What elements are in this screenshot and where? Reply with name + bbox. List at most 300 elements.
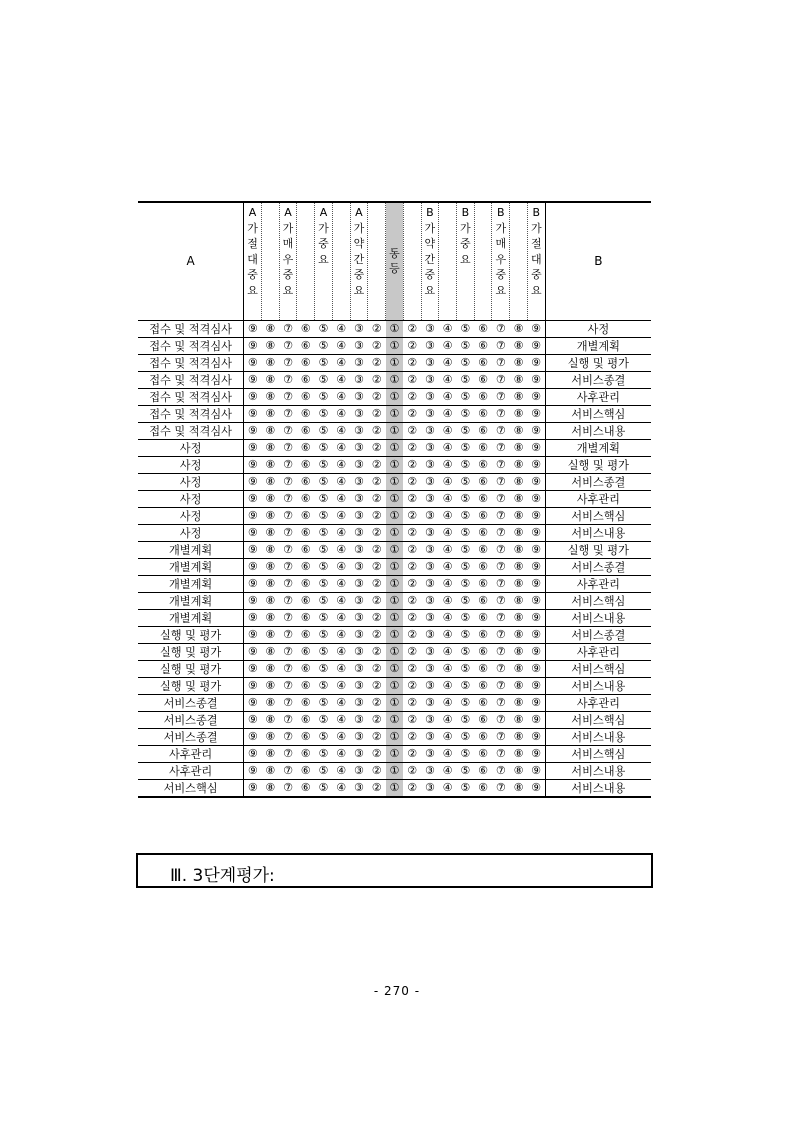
score-option[interactable]: ⑦	[279, 711, 297, 728]
score-option[interactable]: ①	[386, 320, 404, 337]
score-option[interactable]: ⑤	[456, 439, 474, 456]
score-option[interactable]: ⑦	[492, 422, 510, 439]
score-option[interactable]: ⑧	[261, 711, 279, 728]
score-option[interactable]: ⑨	[527, 694, 545, 711]
score-option[interactable]: ⑧	[510, 660, 528, 677]
score-option[interactable]: ⑤	[456, 745, 474, 762]
score-option[interactable]: ②	[368, 337, 386, 354]
score-option[interactable]: ⑦	[492, 354, 510, 371]
score-option[interactable]: ⑨	[527, 405, 545, 422]
score-option[interactable]: ③	[350, 337, 368, 354]
score-option[interactable]: ④	[332, 745, 350, 762]
score-option[interactable]: ④	[439, 490, 457, 507]
score-option[interactable]: ③	[350, 490, 368, 507]
score-option[interactable]: ④	[439, 320, 457, 337]
score-option[interactable]: ④	[439, 626, 457, 643]
score-option[interactable]: ⑧	[261, 762, 279, 779]
score-option[interactable]: ②	[368, 541, 386, 558]
score-option[interactable]: ⑨	[244, 320, 262, 337]
score-option[interactable]: ⑦	[492, 609, 510, 626]
score-option[interactable]: ⑨	[527, 643, 545, 660]
score-option[interactable]: ④	[439, 694, 457, 711]
score-option[interactable]: ④	[439, 575, 457, 592]
score-option[interactable]: ②	[368, 745, 386, 762]
score-option[interactable]: ①	[386, 388, 404, 405]
score-option[interactable]: ⑥	[297, 677, 315, 694]
score-option[interactable]: ⑦	[279, 643, 297, 660]
score-option[interactable]: ④	[439, 745, 457, 762]
score-option[interactable]: ②	[368, 677, 386, 694]
score-option[interactable]: ②	[368, 371, 386, 388]
score-option[interactable]: ⑧	[261, 490, 279, 507]
score-option[interactable]: ⑨	[244, 405, 262, 422]
score-option[interactable]: ⑧	[261, 422, 279, 439]
score-option[interactable]: ④	[332, 575, 350, 592]
score-option[interactable]: ⑤	[456, 728, 474, 745]
score-option[interactable]: ⑧	[510, 677, 528, 694]
score-option[interactable]: ⑦	[279, 507, 297, 524]
score-option[interactable]: ④	[439, 371, 457, 388]
score-option[interactable]: ③	[421, 405, 439, 422]
score-option[interactable]: ⑥	[297, 609, 315, 626]
score-option[interactable]: ⑦	[279, 558, 297, 575]
score-option[interactable]: ⑦	[279, 762, 297, 779]
score-option[interactable]: ②	[403, 354, 421, 371]
score-option[interactable]: ⑦	[492, 405, 510, 422]
score-option[interactable]: ④	[332, 405, 350, 422]
score-option[interactable]: ②	[403, 643, 421, 660]
score-option[interactable]: ②	[368, 779, 386, 797]
score-option[interactable]: ④	[439, 643, 457, 660]
score-option[interactable]: ⑧	[510, 473, 528, 490]
score-option[interactable]: ③	[421, 626, 439, 643]
score-option[interactable]: ⑤	[456, 490, 474, 507]
score-option[interactable]: ⑨	[244, 354, 262, 371]
score-option[interactable]: ⑤	[315, 626, 333, 643]
score-option[interactable]: ⑤	[315, 745, 333, 762]
score-option[interactable]: ⑧	[510, 728, 528, 745]
score-option[interactable]: ⑨	[244, 779, 262, 797]
score-option[interactable]: ⑥	[297, 626, 315, 643]
score-option[interactable]: ②	[403, 320, 421, 337]
score-option[interactable]: ⑥	[474, 354, 492, 371]
score-option[interactable]: ⑦	[492, 439, 510, 456]
score-option[interactable]: ⑥	[297, 354, 315, 371]
score-option[interactable]: ⑧	[261, 541, 279, 558]
score-option[interactable]: ④	[439, 337, 457, 354]
score-option[interactable]: ⑧	[261, 439, 279, 456]
score-option[interactable]: ③	[350, 575, 368, 592]
score-option[interactable]: ⑤	[456, 592, 474, 609]
score-option[interactable]: ②	[403, 541, 421, 558]
score-option[interactable]: ⑧	[510, 643, 528, 660]
score-option[interactable]: ②	[368, 388, 386, 405]
score-option[interactable]: ②	[368, 626, 386, 643]
score-option[interactable]: ⑨	[527, 762, 545, 779]
score-option[interactable]: ⑨	[244, 456, 262, 473]
score-option[interactable]: ③	[421, 507, 439, 524]
score-option[interactable]: ⑦	[492, 677, 510, 694]
score-option[interactable]: ①	[386, 456, 404, 473]
score-option[interactable]: ⑥	[474, 728, 492, 745]
score-option[interactable]: ③	[350, 439, 368, 456]
score-option[interactable]: ⑨	[527, 626, 545, 643]
score-option[interactable]: ③	[350, 473, 368, 490]
score-option[interactable]: ②	[403, 575, 421, 592]
score-option[interactable]: ⑨	[527, 507, 545, 524]
score-option[interactable]: ④	[332, 677, 350, 694]
score-option[interactable]: ③	[421, 728, 439, 745]
score-option[interactable]: ⑥	[474, 694, 492, 711]
score-option[interactable]: ⑨	[527, 422, 545, 439]
score-option[interactable]: ⑥	[474, 371, 492, 388]
score-option[interactable]: ②	[368, 405, 386, 422]
score-option[interactable]: ⑧	[510, 405, 528, 422]
score-option[interactable]: ②	[403, 422, 421, 439]
score-option[interactable]: ⑦	[279, 354, 297, 371]
score-option[interactable]: ⑨	[244, 439, 262, 456]
score-option[interactable]: ③	[421, 779, 439, 797]
score-option[interactable]: ③	[421, 643, 439, 660]
score-option[interactable]: ⑤	[456, 762, 474, 779]
score-option[interactable]: ⑦	[279, 575, 297, 592]
score-option[interactable]: ⑤	[456, 575, 474, 592]
score-option[interactable]: ⑧	[510, 490, 528, 507]
score-option[interactable]: ③	[421, 677, 439, 694]
score-option[interactable]: ③	[421, 694, 439, 711]
score-option[interactable]: ⑦	[492, 524, 510, 541]
score-option[interactable]: ③	[350, 609, 368, 626]
score-option[interactable]: ③	[350, 643, 368, 660]
score-option[interactable]: ⑨	[244, 507, 262, 524]
score-option[interactable]: ⑧	[510, 354, 528, 371]
score-option[interactable]: ①	[386, 575, 404, 592]
score-option[interactable]: ②	[403, 592, 421, 609]
score-option[interactable]: ⑨	[244, 626, 262, 643]
score-option[interactable]: ③	[421, 745, 439, 762]
score-option[interactable]: ④	[439, 473, 457, 490]
score-option[interactable]: ④	[332, 609, 350, 626]
score-option[interactable]: ⑥	[474, 677, 492, 694]
score-option[interactable]: ⑦	[492, 507, 510, 524]
score-option[interactable]: ⑥	[297, 575, 315, 592]
score-option[interactable]: ②	[403, 779, 421, 797]
score-option[interactable]: ⑦	[279, 439, 297, 456]
score-option[interactable]: ③	[421, 575, 439, 592]
score-option[interactable]: ⑤	[315, 524, 333, 541]
score-option[interactable]: ⑤	[315, 507, 333, 524]
score-option[interactable]: ⑨	[527, 524, 545, 541]
score-option[interactable]: ⑦	[492, 779, 510, 797]
score-option[interactable]: ⑤	[315, 609, 333, 626]
score-option[interactable]: ⑦	[279, 694, 297, 711]
score-option[interactable]: ④	[439, 779, 457, 797]
score-option[interactable]: ②	[403, 507, 421, 524]
score-option[interactable]: ④	[332, 490, 350, 507]
score-option[interactable]: ⑧	[261, 694, 279, 711]
score-option[interactable]: ③	[350, 745, 368, 762]
score-option[interactable]: ④	[439, 456, 457, 473]
score-option[interactable]: ③	[350, 779, 368, 797]
score-option[interactable]: ⑤	[456, 507, 474, 524]
score-option[interactable]: ⑤	[456, 694, 474, 711]
score-option[interactable]: ④	[439, 558, 457, 575]
score-option[interactable]: ③	[421, 422, 439, 439]
score-option[interactable]: ⑧	[510, 541, 528, 558]
score-option[interactable]: ⑤	[315, 677, 333, 694]
score-option[interactable]: ⑧	[510, 507, 528, 524]
score-option[interactable]: ⑥	[474, 490, 492, 507]
score-option[interactable]: ⑥	[474, 626, 492, 643]
score-option[interactable]: ①	[386, 592, 404, 609]
score-option[interactable]: ⑤	[315, 422, 333, 439]
score-option[interactable]: ⑥	[474, 762, 492, 779]
score-option[interactable]: ⑨	[527, 473, 545, 490]
score-option[interactable]: ③	[421, 388, 439, 405]
score-option[interactable]: ⑤	[315, 456, 333, 473]
score-option[interactable]: ⑤	[456, 643, 474, 660]
score-option[interactable]: ②	[403, 473, 421, 490]
score-option[interactable]: ⑨	[527, 575, 545, 592]
score-option[interactable]: ①	[386, 541, 404, 558]
score-option[interactable]: ⑤	[456, 354, 474, 371]
score-option[interactable]: ⑨	[244, 337, 262, 354]
score-option[interactable]: ③	[350, 558, 368, 575]
score-option[interactable]: ⑦	[492, 592, 510, 609]
score-option[interactable]: ⑤	[315, 728, 333, 745]
score-option[interactable]: ②	[403, 490, 421, 507]
score-option[interactable]: ⑥	[474, 779, 492, 797]
score-option[interactable]: ⑥	[474, 473, 492, 490]
score-option[interactable]: ①	[386, 507, 404, 524]
score-option[interactable]: ⑤	[315, 660, 333, 677]
score-option[interactable]: ①	[386, 439, 404, 456]
score-option[interactable]: ⑧	[261, 320, 279, 337]
score-option[interactable]: ⑨	[244, 473, 262, 490]
score-option[interactable]: ⑧	[261, 609, 279, 626]
score-option[interactable]: ④	[332, 779, 350, 797]
score-option[interactable]: ④	[332, 660, 350, 677]
score-option[interactable]: ④	[332, 711, 350, 728]
score-option[interactable]: ⑤	[315, 439, 333, 456]
score-option[interactable]: ⑨	[527, 354, 545, 371]
score-option[interactable]: ⑥	[474, 507, 492, 524]
score-option[interactable]: ④	[439, 524, 457, 541]
score-option[interactable]: ⑤	[456, 473, 474, 490]
score-option[interactable]: ③	[421, 473, 439, 490]
score-option[interactable]: ③	[421, 660, 439, 677]
score-option[interactable]: ⑥	[297, 592, 315, 609]
score-option[interactable]: ⑥	[474, 660, 492, 677]
score-option[interactable]: ⑥	[474, 609, 492, 626]
score-option[interactable]: ③	[350, 320, 368, 337]
score-option[interactable]: ⑧	[510, 422, 528, 439]
score-option[interactable]: ⑤	[456, 524, 474, 541]
score-option[interactable]: ⑦	[279, 541, 297, 558]
score-option[interactable]: ⑥	[297, 541, 315, 558]
score-option[interactable]: ①	[386, 337, 404, 354]
score-option[interactable]: ⑨	[244, 660, 262, 677]
score-option[interactable]: ⑤	[315, 779, 333, 797]
score-option[interactable]: ②	[403, 762, 421, 779]
score-option[interactable]: ⑥	[297, 711, 315, 728]
score-option[interactable]: ①	[386, 626, 404, 643]
score-option[interactable]: ⑨	[527, 541, 545, 558]
score-option[interactable]: ①	[386, 609, 404, 626]
score-option[interactable]: ⑥	[474, 575, 492, 592]
score-option[interactable]: ③	[421, 762, 439, 779]
score-option[interactable]: ③	[421, 558, 439, 575]
score-option[interactable]: ③	[350, 405, 368, 422]
score-option[interactable]: ⑥	[297, 422, 315, 439]
score-option[interactable]: ③	[350, 541, 368, 558]
score-option[interactable]: ④	[439, 388, 457, 405]
score-option[interactable]: ⑧	[510, 575, 528, 592]
score-option[interactable]: ⑥	[297, 558, 315, 575]
score-option[interactable]: ⑦	[279, 405, 297, 422]
score-option[interactable]: ②	[403, 371, 421, 388]
score-option[interactable]: ⑨	[527, 456, 545, 473]
score-option[interactable]: ⑧	[510, 439, 528, 456]
score-option[interactable]: ⑤	[456, 405, 474, 422]
score-option[interactable]: ⑧	[261, 456, 279, 473]
score-option[interactable]: ⑧	[510, 609, 528, 626]
score-option[interactable]: ②	[368, 643, 386, 660]
score-option[interactable]: ⑨	[244, 422, 262, 439]
score-option[interactable]: ④	[439, 541, 457, 558]
score-option[interactable]: ①	[386, 643, 404, 660]
score-option[interactable]: ⑨	[244, 643, 262, 660]
score-option[interactable]: ⑨	[244, 524, 262, 541]
score-option[interactable]: ④	[332, 388, 350, 405]
score-option[interactable]: ⑦	[492, 626, 510, 643]
score-option[interactable]: ②	[368, 422, 386, 439]
score-option[interactable]: ④	[332, 320, 350, 337]
score-option[interactable]: ②	[368, 694, 386, 711]
score-option[interactable]: ③	[350, 388, 368, 405]
score-option[interactable]: ②	[403, 745, 421, 762]
score-option[interactable]: ③	[350, 694, 368, 711]
score-option[interactable]: ⑦	[492, 320, 510, 337]
score-option[interactable]: ⑤	[456, 779, 474, 797]
score-option[interactable]: ②	[368, 524, 386, 541]
score-option[interactable]: ②	[403, 626, 421, 643]
score-option[interactable]: ⑨	[244, 745, 262, 762]
score-option[interactable]: ①	[386, 354, 404, 371]
score-option[interactable]: ⑥	[297, 779, 315, 797]
score-option[interactable]: ⑤	[315, 762, 333, 779]
score-option[interactable]: ⑦	[279, 592, 297, 609]
score-option[interactable]: ⑧	[261, 677, 279, 694]
score-option[interactable]: ⑥	[297, 490, 315, 507]
score-option[interactable]: ⑤	[456, 456, 474, 473]
score-option[interactable]: ②	[368, 762, 386, 779]
score-option[interactable]: ⑤	[456, 371, 474, 388]
score-option[interactable]: ⑥	[474, 337, 492, 354]
score-option[interactable]: ⑧	[510, 626, 528, 643]
score-option[interactable]: ⑤	[315, 354, 333, 371]
score-option[interactable]: ③	[421, 592, 439, 609]
score-option[interactable]: ⑧	[261, 575, 279, 592]
score-option[interactable]: ⑤	[315, 405, 333, 422]
score-option[interactable]: ③	[421, 354, 439, 371]
score-option[interactable]: ⑥	[474, 643, 492, 660]
score-option[interactable]: ①	[386, 405, 404, 422]
score-option[interactable]: ②	[403, 439, 421, 456]
score-option[interactable]: ⑧	[510, 371, 528, 388]
score-option[interactable]: ③	[421, 439, 439, 456]
score-option[interactable]: ⑨	[527, 609, 545, 626]
score-option[interactable]: ⑥	[297, 337, 315, 354]
score-option[interactable]: ①	[386, 711, 404, 728]
score-option[interactable]: ④	[439, 405, 457, 422]
score-option[interactable]: ⑥	[297, 660, 315, 677]
score-option[interactable]: ①	[386, 371, 404, 388]
score-option[interactable]: ⑤	[315, 575, 333, 592]
score-option[interactable]: ⑦	[279, 728, 297, 745]
score-option[interactable]: ⑧	[510, 320, 528, 337]
score-option[interactable]: ⑨	[527, 558, 545, 575]
score-option[interactable]: ③	[421, 337, 439, 354]
score-option[interactable]: ④	[439, 422, 457, 439]
score-option[interactable]: ⑥	[297, 371, 315, 388]
score-option[interactable]: ⑥	[474, 558, 492, 575]
score-option[interactable]: ⑦	[492, 456, 510, 473]
score-option[interactable]: ⑥	[474, 745, 492, 762]
score-option[interactable]: ②	[403, 388, 421, 405]
score-option[interactable]: ④	[332, 473, 350, 490]
score-option[interactable]: ③	[421, 371, 439, 388]
score-option[interactable]: ⑦	[492, 660, 510, 677]
score-option[interactable]: ⑧	[261, 745, 279, 762]
score-option[interactable]: ⑦	[279, 609, 297, 626]
score-option[interactable]: ③	[350, 626, 368, 643]
score-option[interactable]: ⑨	[244, 541, 262, 558]
score-option[interactable]: ⑥	[297, 456, 315, 473]
score-option[interactable]: ②	[403, 609, 421, 626]
score-option[interactable]: ⑦	[279, 626, 297, 643]
score-option[interactable]: ②	[403, 405, 421, 422]
score-option[interactable]: ⑥	[297, 694, 315, 711]
score-option[interactable]: ⑧	[510, 779, 528, 797]
score-option[interactable]: ⑤	[315, 337, 333, 354]
score-option[interactable]: ③	[421, 490, 439, 507]
score-option[interactable]: ⑨	[527, 388, 545, 405]
score-option[interactable]: ①	[386, 745, 404, 762]
score-option[interactable]: ⑥	[297, 524, 315, 541]
score-option[interactable]: ⑧	[510, 337, 528, 354]
score-option[interactable]: ③	[421, 456, 439, 473]
score-option[interactable]: ⑦	[492, 643, 510, 660]
score-option[interactable]: ⑨	[244, 762, 262, 779]
score-option[interactable]: ④	[439, 728, 457, 745]
score-option[interactable]: ⑧	[261, 779, 279, 797]
score-option[interactable]: ⑧	[261, 337, 279, 354]
score-option[interactable]: ⑧	[510, 711, 528, 728]
score-option[interactable]: ⑦	[279, 490, 297, 507]
score-option[interactable]: ⑥	[474, 456, 492, 473]
score-option[interactable]: ⑥	[297, 405, 315, 422]
score-option[interactable]: ⑤	[456, 541, 474, 558]
score-option[interactable]: ⑦	[279, 337, 297, 354]
score-option[interactable]: ⑨	[527, 779, 545, 797]
score-option[interactable]: ①	[386, 473, 404, 490]
score-option[interactable]: ⑧	[261, 507, 279, 524]
score-option[interactable]: ②	[368, 575, 386, 592]
score-option[interactable]: ⑧	[261, 354, 279, 371]
score-option[interactable]: ⑧	[261, 660, 279, 677]
score-option[interactable]: ⑥	[297, 388, 315, 405]
